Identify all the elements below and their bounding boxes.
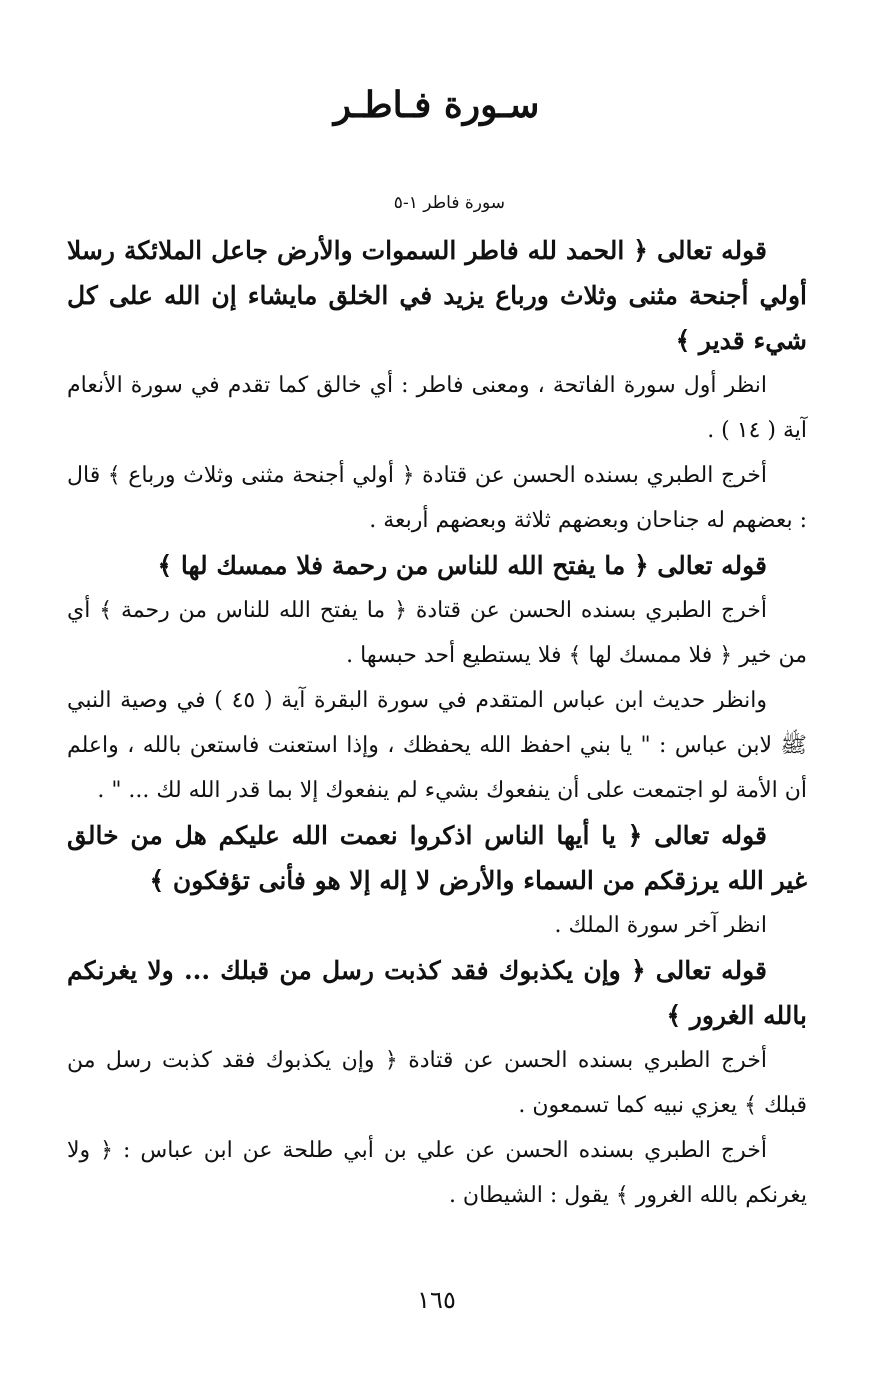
commentary-paragraph: أخرج الطبري بسنده الحسن عن علي بن أبي طلحة عن ابن عباس : ﴿ ولا يغرنكم بالله الغرور ﴾ يقول : الشيطان .	[67, 1138, 807, 1208]
verse-heading: قوله تعالى ﴿ ما يفتح الله للناس من رحمة فلا ممسك لها ﴾	[157, 551, 767, 580]
commentary-paragraph: أخرج الطبري بسنده الحسن عن قتادة ﴿ أولي أجنحة مثنى وثلاث ورباع ﴾ قال : بعضهم له جناحان وبعضهم ثلاثة وبعضهم أربعة .	[67, 463, 807, 533]
surah-title: سـورة فـاطـر	[333, 84, 540, 126]
page-number: ١٦٥	[417, 1286, 456, 1314]
verse-heading: قوله تعالى ﴿ يا أيها الناس اذكروا نعمت الله عليكم هل من خالق غير الله يرزقكم من السماء والأرض لا إله إلا هو فأنى تؤفكون ﴾	[67, 821, 807, 895]
verse-heading: قوله تعالى ﴿ الحمد لله فاطر السموات والأرض جاعل الملائكة رسلا أولي أجنحة مثنى وثلاث ورباع يزيد في الخلق مايشاء إن الله على كل شيء قدير ﴾	[67, 236, 807, 355]
verse-heading: قوله تعالى ﴿ وإن يكذبوك فقد كذبت رسل من قبلك ... ولا يغرنكم بالله الغرور ﴾	[67, 956, 807, 1030]
commentary-paragraph: وانظر حديث ابن عباس المتقدم في سورة البقرة آية ( ٤٥ ) في وصية النبي ﷺ لابن عباس : " يا بني احفظ الله يحفظك ، وإذا استعنت فاستعن بالله ، واعلم أن الأمة لو اجتمعت على أن ينفعوك بشيء لم ينفعوك إلا بما قدر الله لك ... " .	[67, 688, 807, 803]
page-body	[67, 228, 807, 1218]
commentary-paragraph: انظر أول سورة الفاتحة ، ومعنى فاطر : أي خالق كما تقدم في سورة الأنعام آية ( ١٤ ) .	[67, 373, 807, 443]
commentary-paragraph: أخرج الطبري بسنده الحسن عن قتادة ﴿ ما يفتح الله للناس من رحمة ﴾ أي من خير ﴿ فلا ممسك لها ﴾ فلا يستطيع أحد حبسها .	[67, 598, 807, 668]
commentary-paragraph: انظر آخر سورة الملك .	[554, 913, 767, 938]
section-reference: سورة فاطر ١-٥	[393, 193, 505, 213]
commentary-paragraph: أخرج الطبري بسنده الحسن عن قتادة ﴿ وإن يكذبوك فقد كذبت رسل من قبلك ﴾ يعزي نبيه كما تسمعون .	[67, 1048, 807, 1118]
